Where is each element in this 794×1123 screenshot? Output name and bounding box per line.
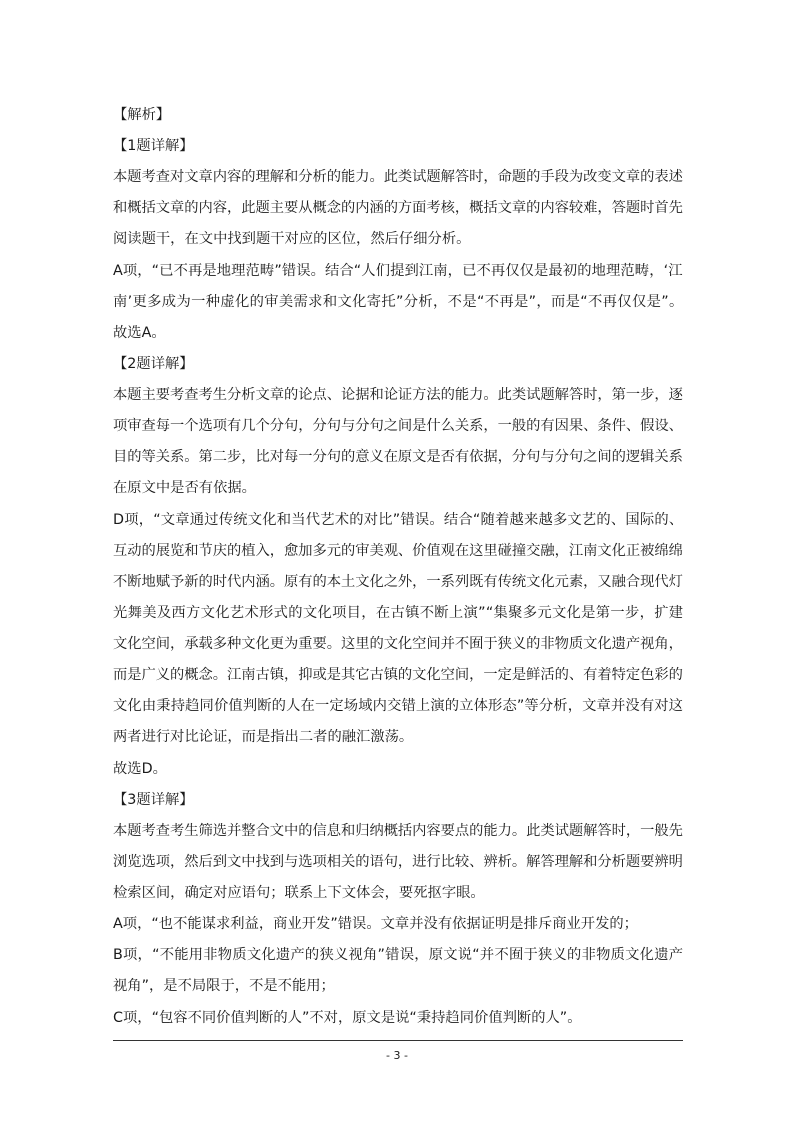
text-line: 不断地赋予新的时代内涵。原有的本土文化之外，一系列既有传统文化元素，又融合现代灯	[113, 574, 683, 590]
text-line: A项，“也不能谋求利益，商业开发”错误。文章并没有依据证明是排斥商业开发的；	[113, 916, 638, 932]
text-line: A项，“已不再是地理范畴”错误。结合“人们提到江南，已不再仅仅是最初的地理范畴，‘江	[113, 263, 683, 279]
text-line: 本题考查考生筛选并整合文中的信息和归纳概括内容要点的能力。此类试题解答时，一般先	[113, 823, 683, 839]
text-line: 浏览选项，然后到文中找到与选项相关的语句，进行比较、辨析。解答理解和分析题要辨明	[113, 854, 683, 870]
text-line: 【解析】	[113, 107, 171, 123]
text-line: 目的等关系。第二步，比对每一分句的意义在原文是否有依据，分句与分句之间的逻辑关系	[113, 449, 683, 465]
text-line: 【2题详解】	[113, 356, 194, 372]
text-line: 故选A。	[113, 325, 166, 341]
text-line: 文化由秉持趋同价值判断的人在一定场域内交错上演的立体形态”等分析，文章并没有对这	[113, 698, 684, 714]
text-line: 互动的展览和节庆的植入，愈加多元的审美观、价值观在这里碰撞交融，江南文化正被绵绵	[113, 543, 683, 559]
text-line: 故选D。	[113, 761, 167, 777]
text-line: 两者进行对比论证，而是指出二者的融汇激荡。	[113, 729, 414, 745]
text-line: 【3题详解】	[113, 792, 194, 808]
text-line: 光舞美及西方文化艺术形式的文化项目，在古镇不断上演”“集聚多元文化是第一步，扩建	[113, 605, 684, 621]
page-number: - 3 -	[386, 1049, 408, 1062]
footer-rule	[113, 1040, 683, 1041]
text-line: 文化空间，承载多种文化更为重要。这里的文化空间并不囿于狭义的非物质文化遗产视角，	[113, 636, 683, 652]
text-line: 本题主要考查考生分析文章的论点、论据和论证方法的能力。此类试题解答时，第一步，逐	[113, 387, 683, 403]
text-line: 视角”，是不局限于，不是不能用；	[113, 978, 335, 994]
text-line: D项，“文章通过传统文化和当代艺术的对比”错误。结合“随着越来越多文艺的、国际的、	[113, 512, 684, 528]
text-line: 而是广义的概念。江南古镇，抑或是其它古镇的文化空间，一定是鲜活的、有着特定色彩的	[113, 667, 683, 683]
text-line: B项，“不能用非物质文化遗产的狭义视角”错误，原文说“并不囿于狭义的非物质文化遗产	[113, 947, 684, 963]
text-line: 项审查每一个选项有几个分句，分句与分句之间是什么关系，一般的有因果、条件、假设、	[113, 418, 683, 434]
text-line: 阅读题干，在文中找到题干对应的区位，然后仔细分析。	[113, 231, 471, 247]
text-line: 本题考查对文章内容的理解和分析的能力。此类试题解答时，命题的手段为改变文章的表述	[113, 169, 683, 185]
text-line: 【1题详解】	[113, 138, 194, 154]
text-line: 检索区间，确定对应语句；联系上下文体会，要死抠字眼。	[113, 885, 485, 901]
text-line: 和概括文章的内容，此题主要从概念的内涵的方面考核，概括文章的内容较难，答题时首先	[113, 200, 683, 216]
text-line: 在原文中是否有依据。	[113, 480, 256, 496]
text-line: 南’更多成为一种虚化的审美需求和文化寄托”分析，不是“不再是”，而是“不再仅仅是”。	[113, 294, 684, 310]
text-line: C项，“包容不同价值判断的人”不对，原文是说“秉持趋同价值判断的人”。	[113, 1010, 582, 1026]
